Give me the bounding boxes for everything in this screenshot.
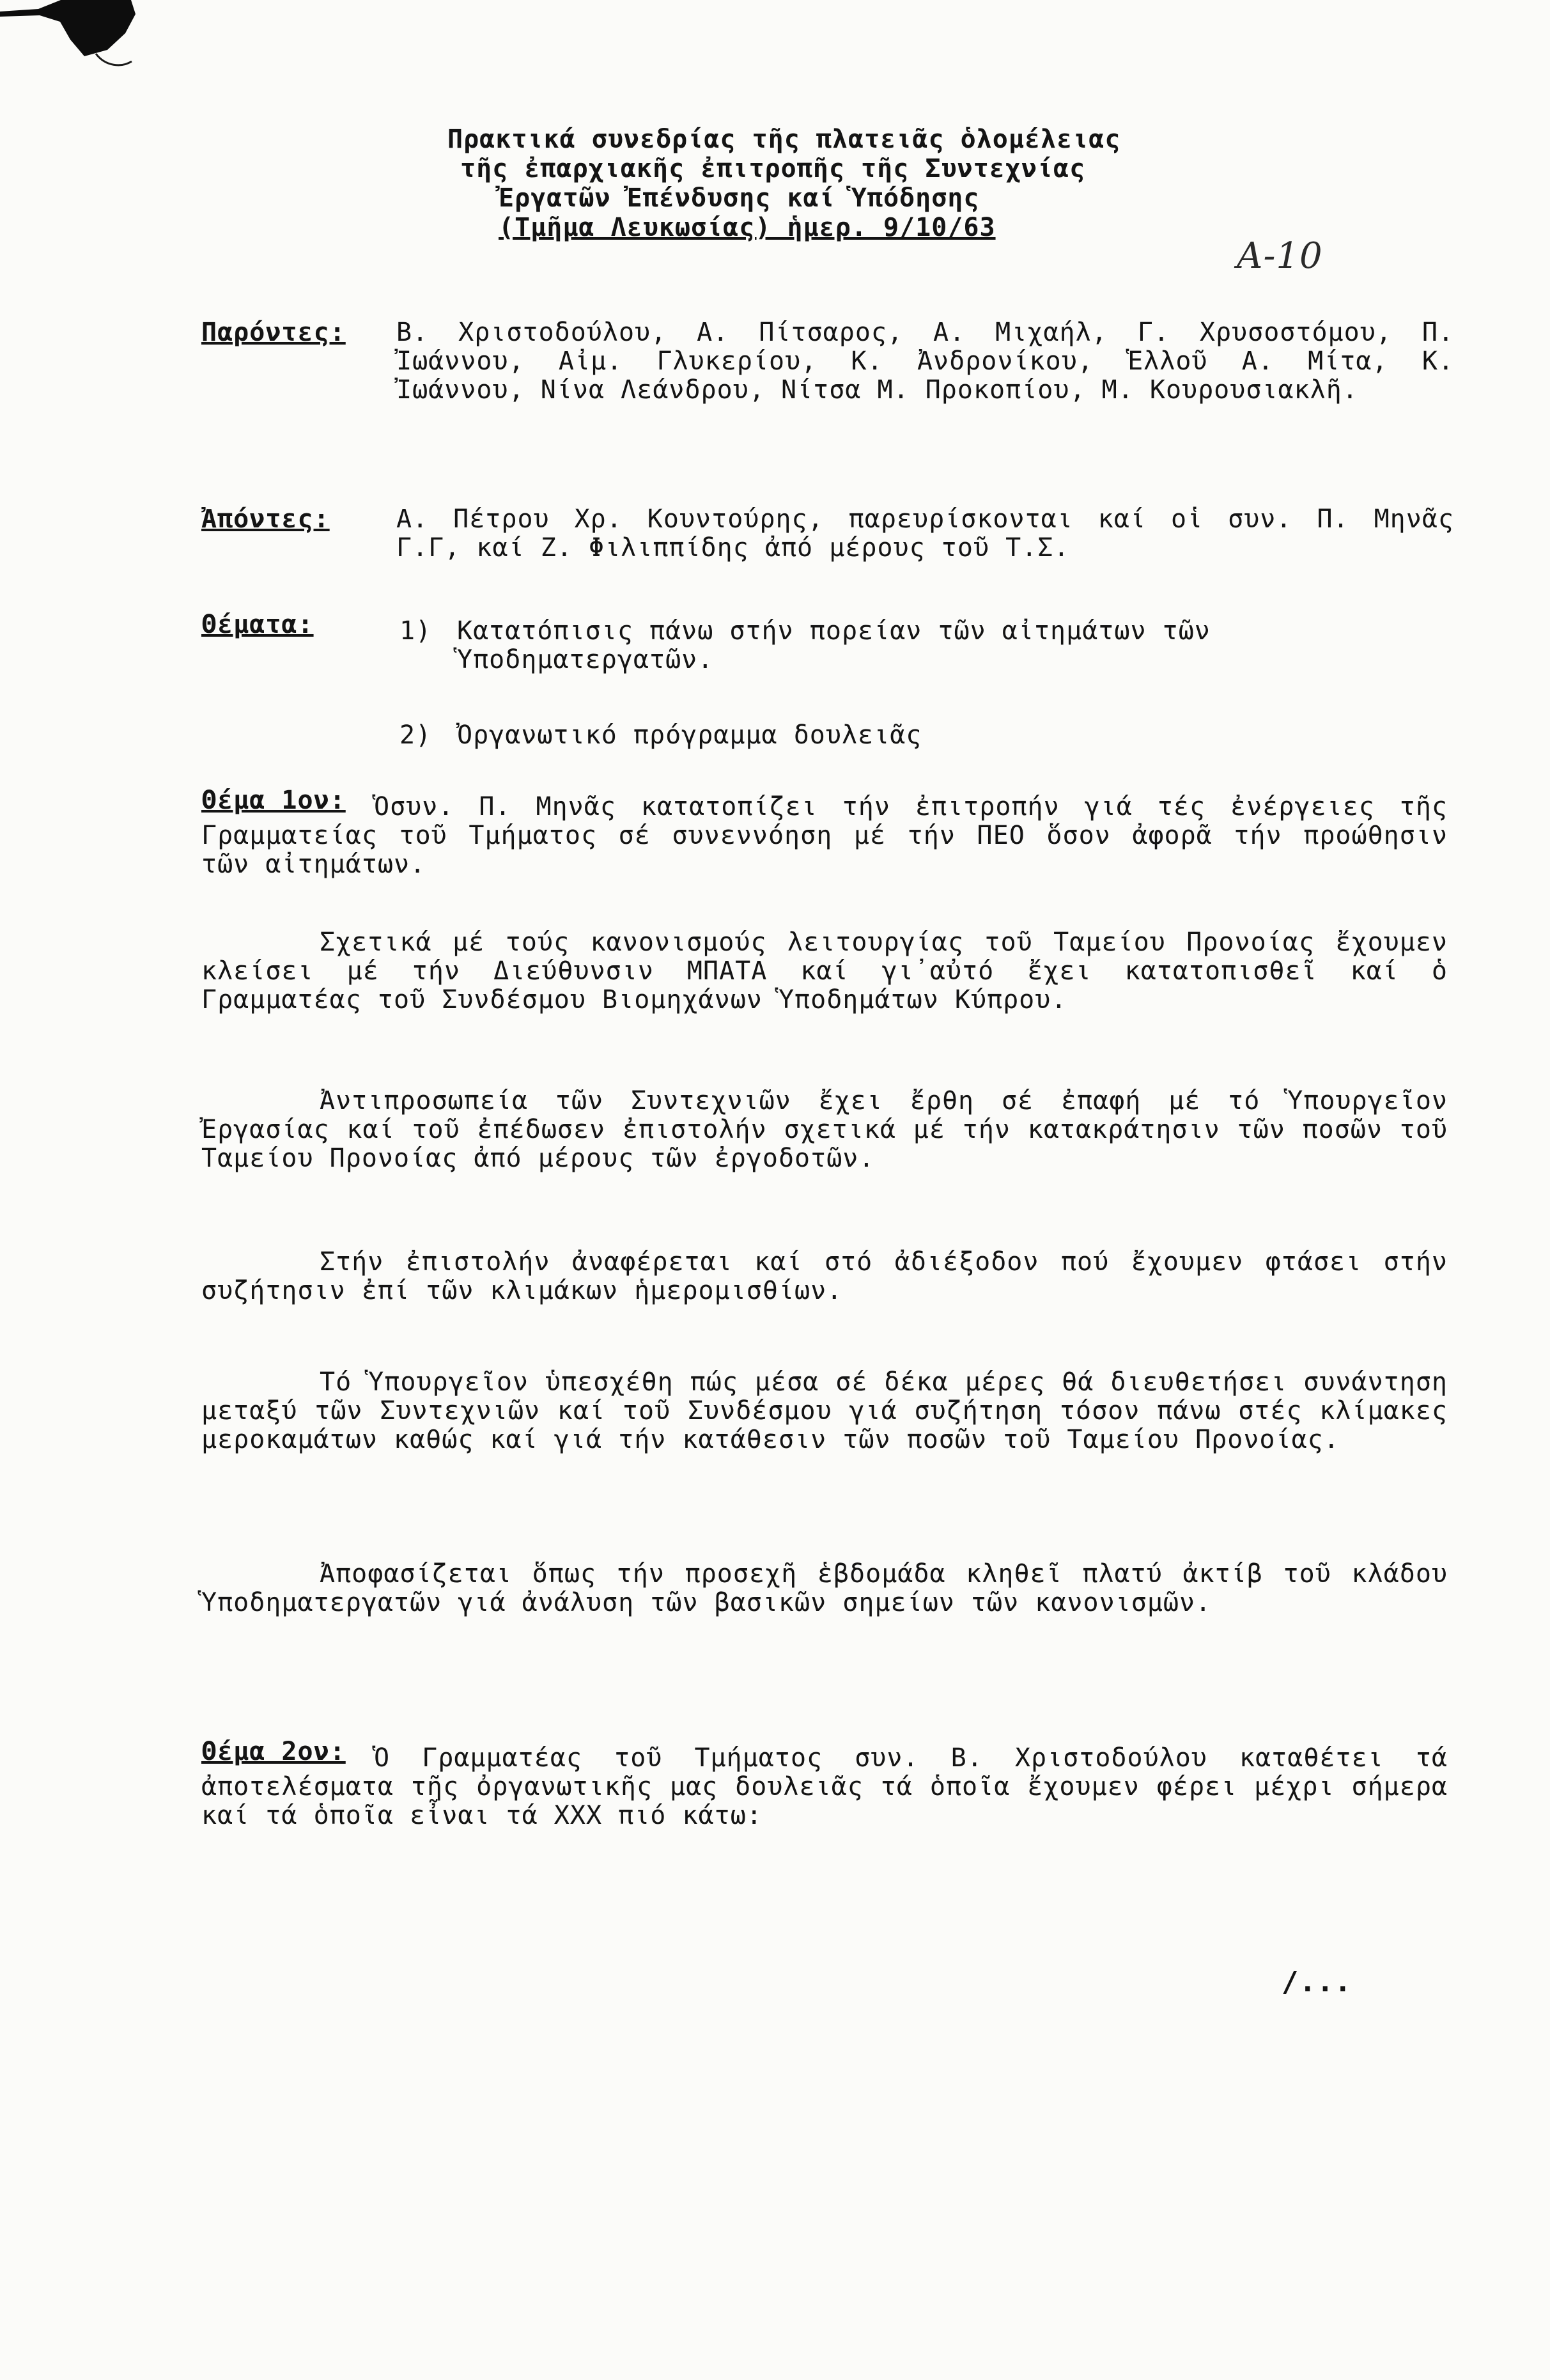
- topics-label: Θέματα:: [201, 610, 314, 639]
- topic1-paragraph: Στήν ἐπιστολήν ἀναφέρεται καί στό ἀδιέξοδον πού ἔχουμεν φτάσει στήν συζήτησιν ἐπί τῶν κλιμάκων ἡμερομισθίων.: [201, 1247, 1448, 1305]
- topic-number: 1): [399, 616, 432, 646]
- topic1-paragraph: Τό Ὑπουργεῖον ὑπεσχέθη πώς μέσα σέ δέκα μέρες θά διευθετήσει συνάντηση μεταξύ τῶν Συντεχνιῶν καί τοῦ Συνδέσμου γιά συζήτηση τόσον πάνω στές κλίμακες μεροκαμάτων καθώς καί γιά τήν κατάθεσιν τῶν ποσῶν τοῦ Ταμείου Προνοίας.: [201, 1367, 1448, 1454]
- topic1-paragraph: Ὁσυν. Π. Μηνᾶς κατατοπίζει τήν ἐπιτροπήν γιά τές ἐνέργειες τῆς Γραμματείας τοῦ Τμήματος σέ συνεννόηση μέ τήν ΠΕΟ ὅσον ἀφορᾶ τήν προώθησιν τῶν αἰτημάτων.: [201, 792, 1448, 879]
- topic-item: [399, 617, 1339, 674]
- topic-text: Κατατόπισις πάνω στήν πορείαν τῶν αἰτημάτων τῶν Ὑποδηματεργατῶν.: [457, 616, 1211, 674]
- topic1-paragraph: Ἀποφασίζεται ὅπως τήν προσεχῆ ἑβδομάδα κληθεῖ πλατύ ἀκτίβ τοῦ κλάδου Ὑποδηματεργατῶν γιά ἀνάλυση τῶν βασικῶν σημείων τῶν κανονισμῶν.: [201, 1559, 1448, 1617]
- topic1-label: Θέμα 1ον:: [201, 786, 346, 815]
- continuation-mark: /...: [1282, 1966, 1352, 1998]
- document-header: [447, 125, 1342, 242]
- header-line-3: Ἐργατῶν Ἐπένδυσης καί Ὑπόδησης: [499, 183, 980, 213]
- present-text: Β. Χριστοδούλου, Α. Πίτσαρος, Α. Μιχαήλ, Γ. Χρυσοστόμου, Π. Ἰωάννου, Αἰμ. Γλυκερίου, Κ. Ἀνδρονίκου, Ἑλλοῦ Α. Μίτα, Κ. Ἰωάννου, Νίνα Λεάνδρου, Νίτσα Μ. Προκοπίου, Μ. Κουρουσιακλῆ.: [396, 318, 1454, 405]
- topic1-paragraph: Σχετικά μέ τούς κανονισμούς λειτουργίας τοῦ Ταμείου Προνοίας ἔχουμεν κλείσει μέ τήν Διεύθυνσιν ΜΠΑΤΑ καί γι᾽αὐτό ἔχει κατατοπισθεῖ καί ὁ Γραμματέας τοῦ Συνδέσμου Βιομηχάνων Ὑποδημάτων Κύπρου.: [201, 928, 1448, 1015]
- header-line-2: τῆς ἐπαρχιακῆς ἐπιτροπῆς τῆς Συντεχνίας: [460, 154, 1086, 183]
- topic-number: 2): [399, 720, 432, 750]
- absent-text: Α. Πέτρου Χρ. Κουντούρης, παρευρίσκονται καί οἱ συν. Π. Μηνᾶς Γ.Γ, καί Ζ. Φιλιππίδης ἀπό μέρους τοῦ Τ.Σ.: [396, 504, 1454, 563]
- topic-text: Ὀργανωτικό πρόγραμμα δουλειᾶς: [457, 720, 922, 750]
- ink-blot: [0, 0, 153, 70]
- topic1-paragraph: Ἀντιπροσωπεία τῶν Συντεχνιῶν ἔχει ἔρθη σέ ἐπαφή μέ τό Ὑπουργεῖον Ἐργασίας καί τοῦ ἐπέδωσεν ἐπιστολήν σχετικά μέ τήν κατακράτησιν τῶν ποσῶν τοῦ Ταμείου Προνοίας ἀπό μέρους τῶν ἐργοδοτῶν.: [201, 1086, 1448, 1173]
- topic2-paragraph: Ὁ Γραμματέας τοῦ Τμήματος συν. Β. Χριστοδούλου καταθέτει τά ἀποτελέσματα τῆς ὀργανωτικῆς μας δουλειᾶς τά ὁποῖα ἔχουμεν φέρει μέχρι σήμερα καί τά ὁποῖα εἶναι τά XXX πιό κάτω:: [201, 1743, 1448, 1830]
- header-line-1: Πρακτικά συνεδρίας τῆς πλατειᾶς ὁλομέλειας: [447, 125, 1121, 154]
- absent-label: Ἀπόντες:: [201, 504, 330, 534]
- topic-item: [399, 721, 1339, 750]
- header-date-line: (Τμῆμα Λευκωσίας) ἡμερ. 9/10/63: [499, 213, 996, 242]
- present-label: Παρόντες:: [201, 318, 346, 347]
- topic2-label: Θέμα 2ον:: [201, 1737, 346, 1766]
- handwritten-annotation: A-10: [1237, 235, 1323, 277]
